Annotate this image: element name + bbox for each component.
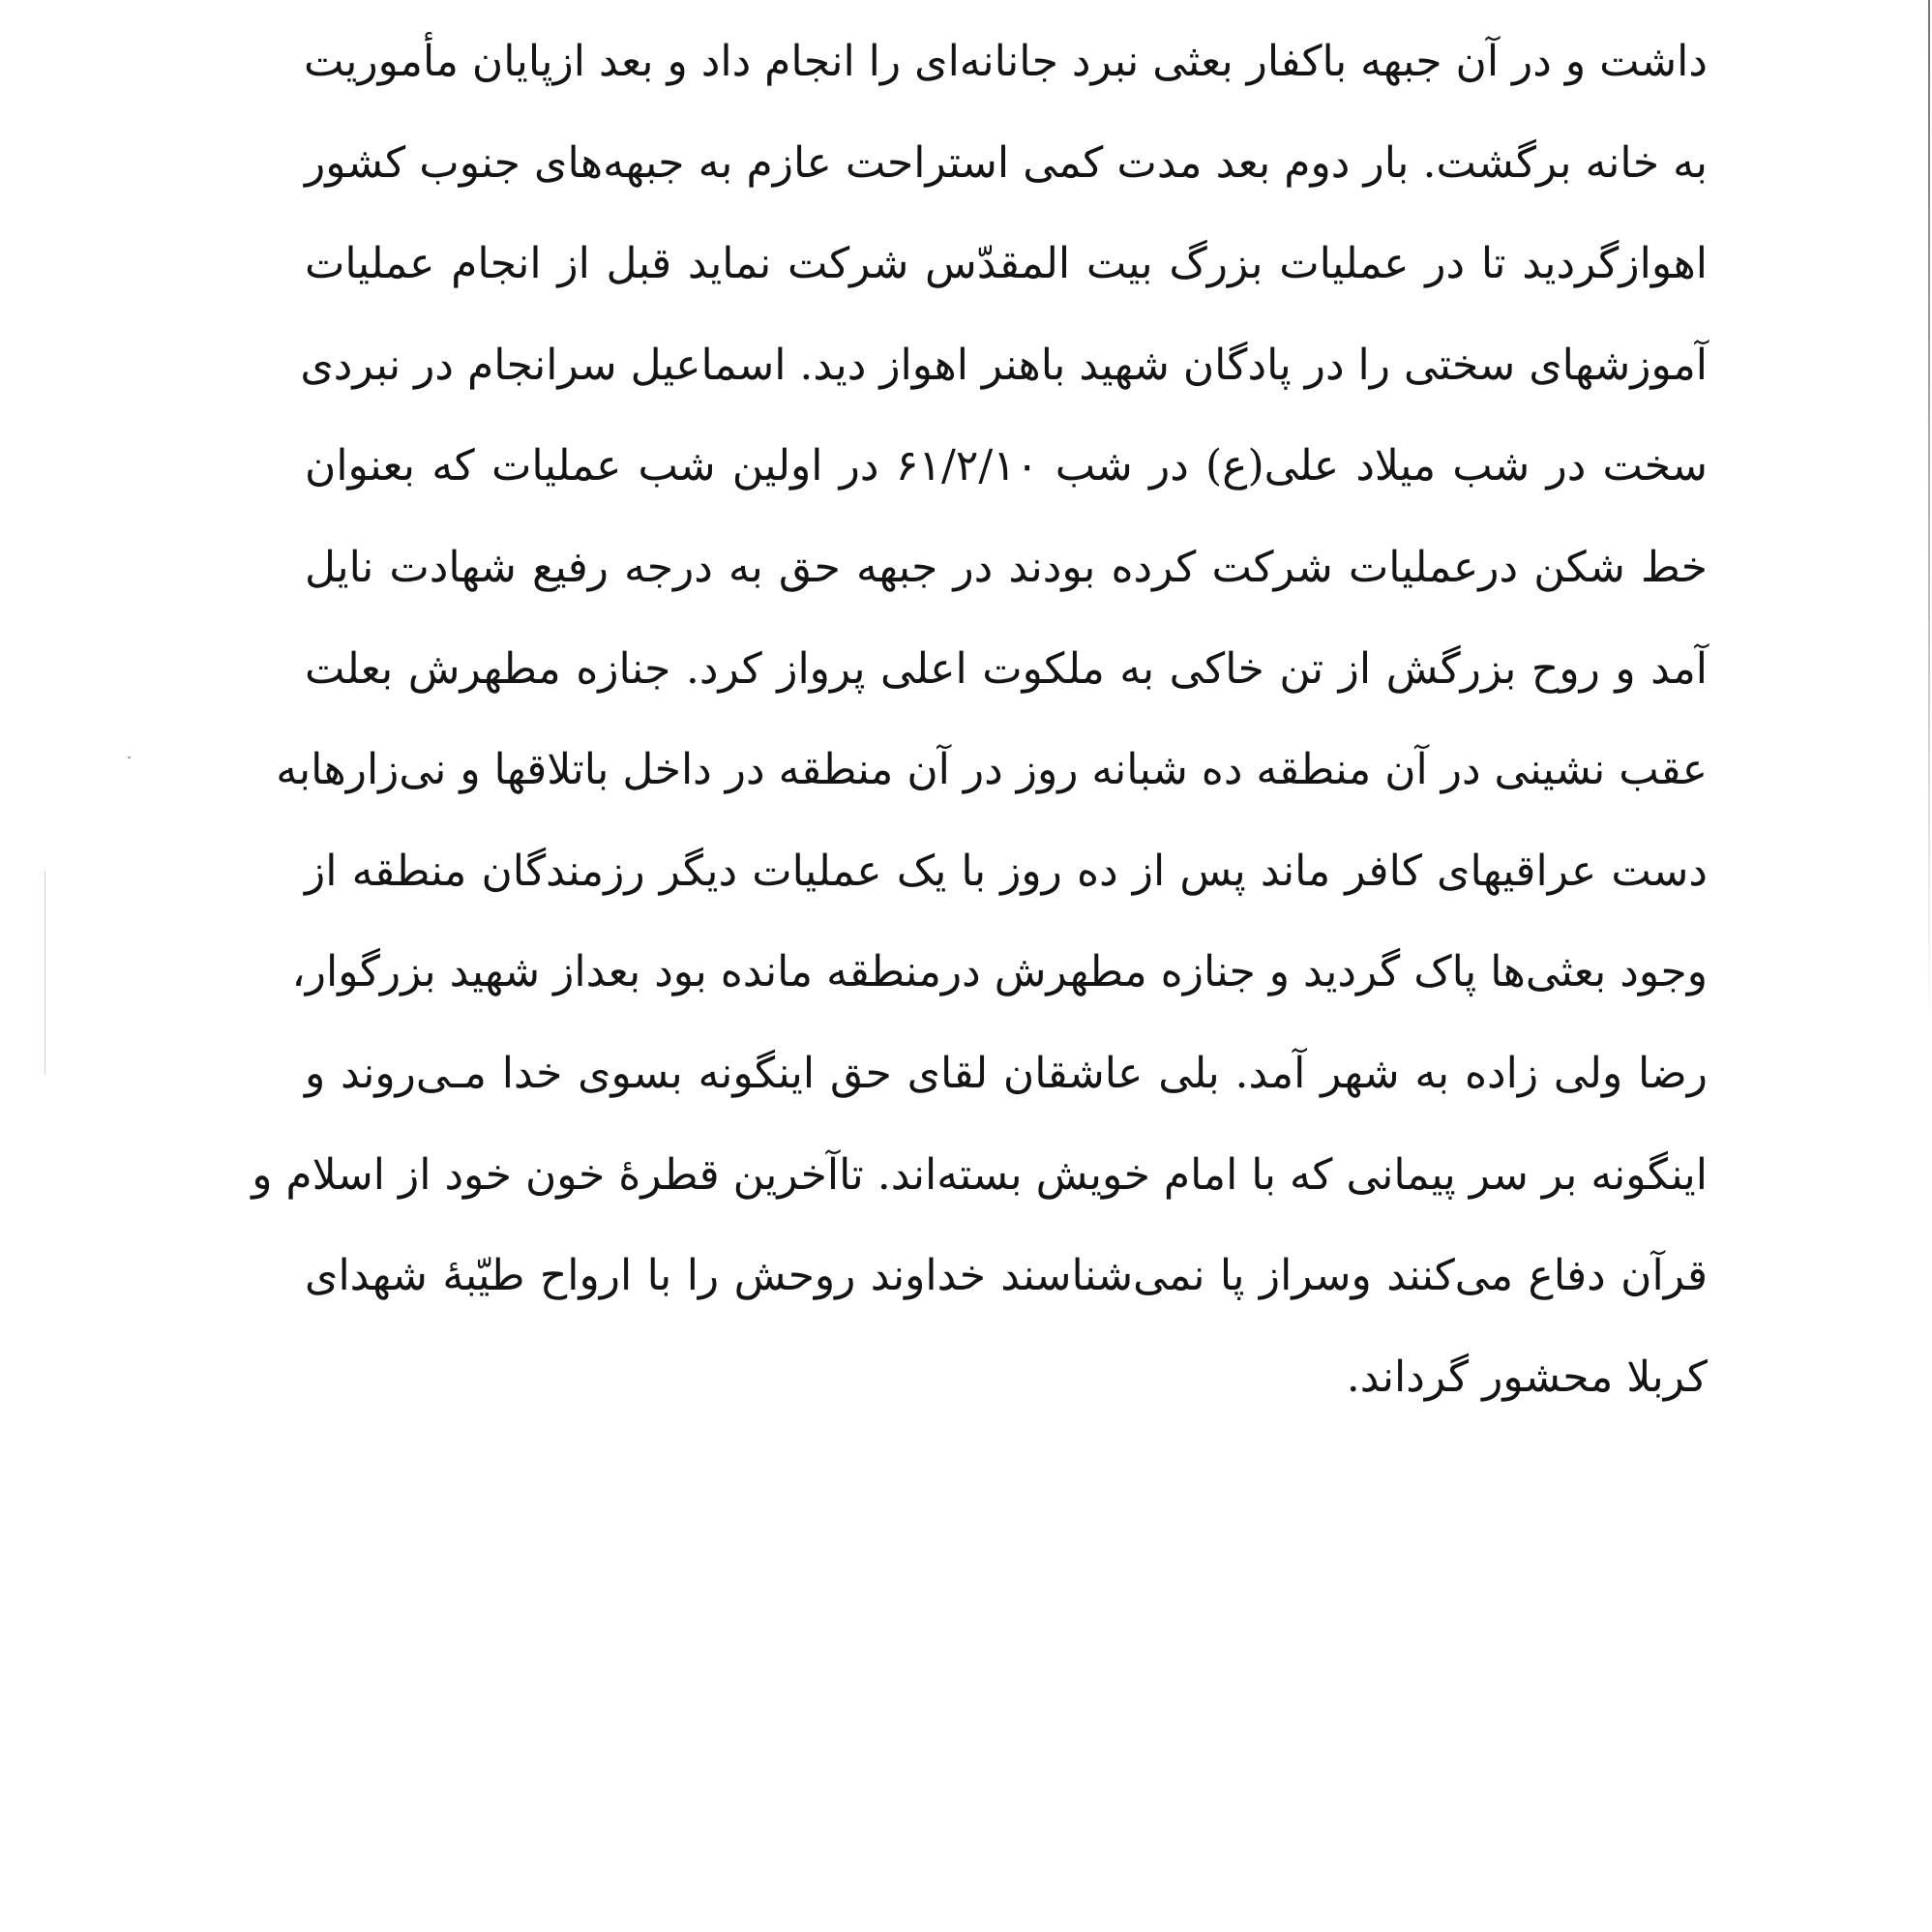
text-line: رضا ولی زاده به شهر آمد. بلی عاشقان لقای حق اینگونه بسوی خدا مـی‌روند و: [305, 1048, 1708, 1098]
text-line: دست عراقیهای کافر ماند پس از ده روز با یک عملیات دیگر رزمندگان منطقه از: [305, 846, 1708, 896]
text-line: قرآن دفاع می‌کنند وسراز پا نمی‌شناسند خداوند روحش را با ارواح طیّبهٔ شهدای: [305, 1251, 1708, 1301]
text-line: عقب نشینی در آن منطقه ده شبانه روز در آن منطقه در داخل باتلاقها و نی‌زارهابه: [276, 745, 1708, 795]
scan-speck: [128, 757, 131, 758]
body-text: [252, 12, 1709, 1428]
text-line: آمد و روح بزرگش از تن خاکی به ملکوت اعلی پرواز کرد. جنازه مطهرش بعلت: [305, 643, 1708, 694]
text-line: آموزشهای سختی را در پادگان شهید باهنر اهواز دید. اسماعیل سرانجام در نبردی: [300, 340, 1708, 390]
text-line: خط شکن درعملیات شرکت کرده بودند در جبهه حق به درجه رفیع شهادت نایل: [305, 542, 1708, 592]
text-line: اهوازگردید تا در عملیات بزرگ بیت المقدّس شرکت نماید قبل از انجام عملیات: [305, 239, 1708, 289]
text-line: به خانه برگشت. بار دوم بعد مدت کمی استراحت عازم به جبهه‌های جنوب کشور: [305, 137, 1708, 188]
text-line: وجود بعثی‌ها پاک گردید و جنازه مطهرش درمنطقه مانده بود بعداز شهید بزرگوار،: [291, 947, 1708, 997]
text-line: داشت و در آن جبهه باکفار بعثی نبرد جانانه‌ای را انجام داد و بعد ازپایان مأموریت: [303, 37, 1708, 86]
text-line: اینگونه بر سر پیمانی که با امام خویش بسته‌اند. تاآخرین قطرهٔ خون خود از اسلام و: [252, 1149, 1708, 1200]
scan-edge-shadow: [1928, 0, 1930, 1025]
text-line: سخت در شب میلاد علی(ع) در شب ۶۱/۲/۱۰ در اولین شب عملیات که بعنوان: [305, 441, 1709, 491]
text-line-final: کربلا محشور گرداند.: [1346, 1352, 1708, 1402]
